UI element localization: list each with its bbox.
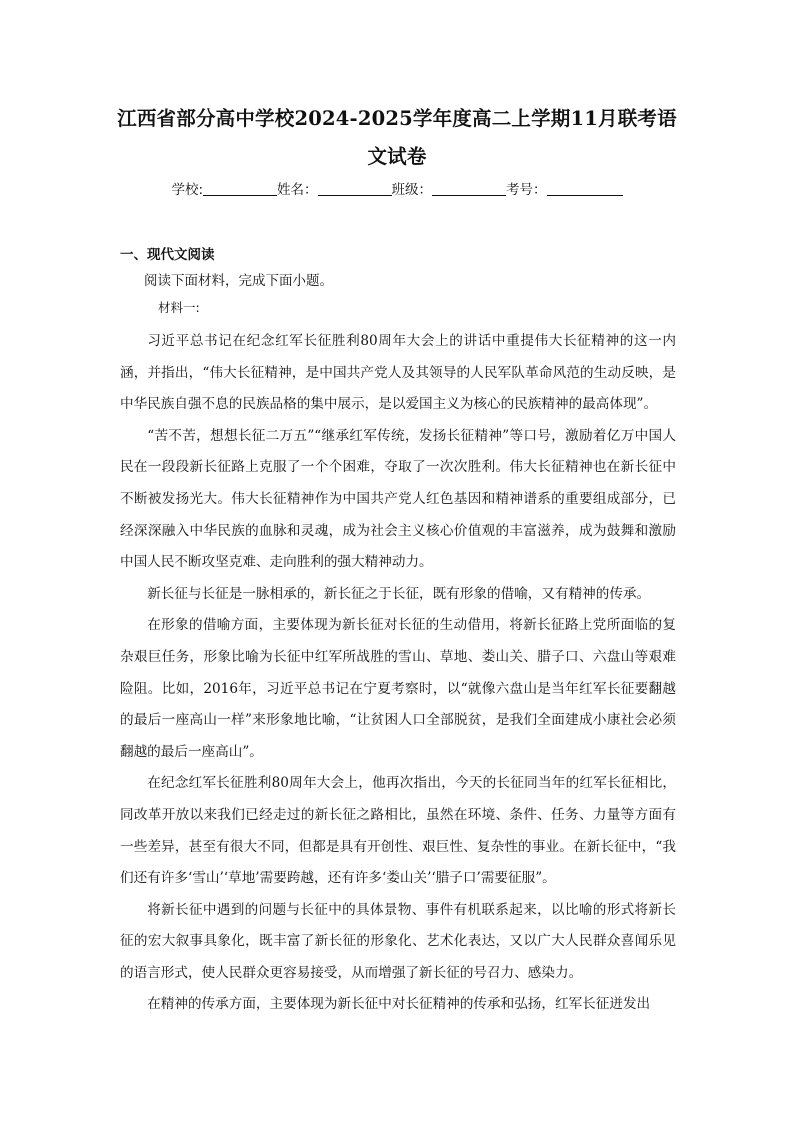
paragraph: 将新长征中遇到的问题与长征中的具体景物、事件有机联系起来，以比喻的形式将新长征的宏大叙事具象化，既丰富了新长征的形象化、艺术化表达，又以广大人民群众喜闻乐见的语言形式，使人民群众更容易接受，从而增强了新长征的号召力、感染力。: [120, 901, 676, 981]
paragraph: 在纪念红军长征胜利80周年大会上，他再次指出，今天的长征同当年的红军长征相比，同改革开放以来我们已经走过的新长征之路相比，虽然在环境、条件、任务、力量等方面有一些差异，甚至有很大不同，但都是具有开创性、艰巨性、复杂性的事业。在新长征中，“我们还有许多‘雪山’‘草地’需要跨越，还有许多‘娄山关’‘腊子口’需要征服”。: [120, 775, 676, 887]
student-info-row: [0, 180, 794, 200]
exam-number-blank: [547, 181, 623, 196]
paragraph: 在形象的借喻方面，主要体现为新长征对长征的生动借用，将新长征路上党所面临的复杂艰巨任务，形象比喻为长征中红军所战胜的雪山、草地、娄山关、腊子口、六盘山等艰难险阻。比如，2016年，习近平总书记在宁夏考察时，以“就像六盘山是当年红军长征要翻越的最后一座高山一样”来形象地比喻，“让贫困人口全部脱贫，是我们全面建成小康社会必须翻越的最后一座高山”。: [120, 617, 676, 760]
name-blank: [318, 181, 392, 196]
reading-instruction: 阅读下面材料，完成下面小题。: [144, 273, 333, 289]
material-label: 材料一:: [158, 300, 200, 315]
name-label: 姓名：: [277, 182, 318, 198]
paragraph: 习近平总书记在纪念红军长征胜利80周年大会上的讲话中重提伟大长征精神的这一内涵，并指出，“伟大长征精神，是中国共产党人及其领导的人民军队革命风范的生动反映，是中华民族自强不息的民族品格的集中展示，是以爱国主义为核心的民族精神的最高体现”。: [120, 333, 676, 413]
material-body: [120, 326, 676, 1021]
exam-number-label: 考号：: [506, 182, 547, 198]
class-label: 班级：: [391, 182, 433, 198]
school-label: 学校:: [171, 182, 204, 198]
paragraph: “苦不苦，想想长征二万五”“继承红军传统，发扬长征精神”等口号，激励着亿万中国人民在一段段新长征路上克服了一个个困难，夺取了一次次胜利。伟大长征精神也在新长征中不断被发扬光大。伟大长征精神作为中国共产党人红色基因和精神谱系的重要组成部分，已经深深融入中华民族的血脉和灵魂，成为社会主义核心价值观的丰富滋养，成为鼓舞和激励中国人民不断攻坚克难、走向胜利的强大精神动力。: [120, 427, 676, 571]
section-heading: 一、现代文阅读: [120, 247, 215, 263]
paragraph: 新长征与长征是一脉相承的，新长征之于长征，既有形象的借喻，又有精神的传承。: [147, 585, 651, 602]
exam-title: 江西省部分高中学校2024-2025学年度高二上学期11月联考语文试卷: [117, 107, 677, 168]
school-blank: [203, 181, 277, 196]
paragraph: 在精神的传承方面，主要体现为新长征中对长征精神的传承和弘扬，红军长征迸发出: [147, 996, 651, 1013]
class-blank: [432, 181, 506, 196]
